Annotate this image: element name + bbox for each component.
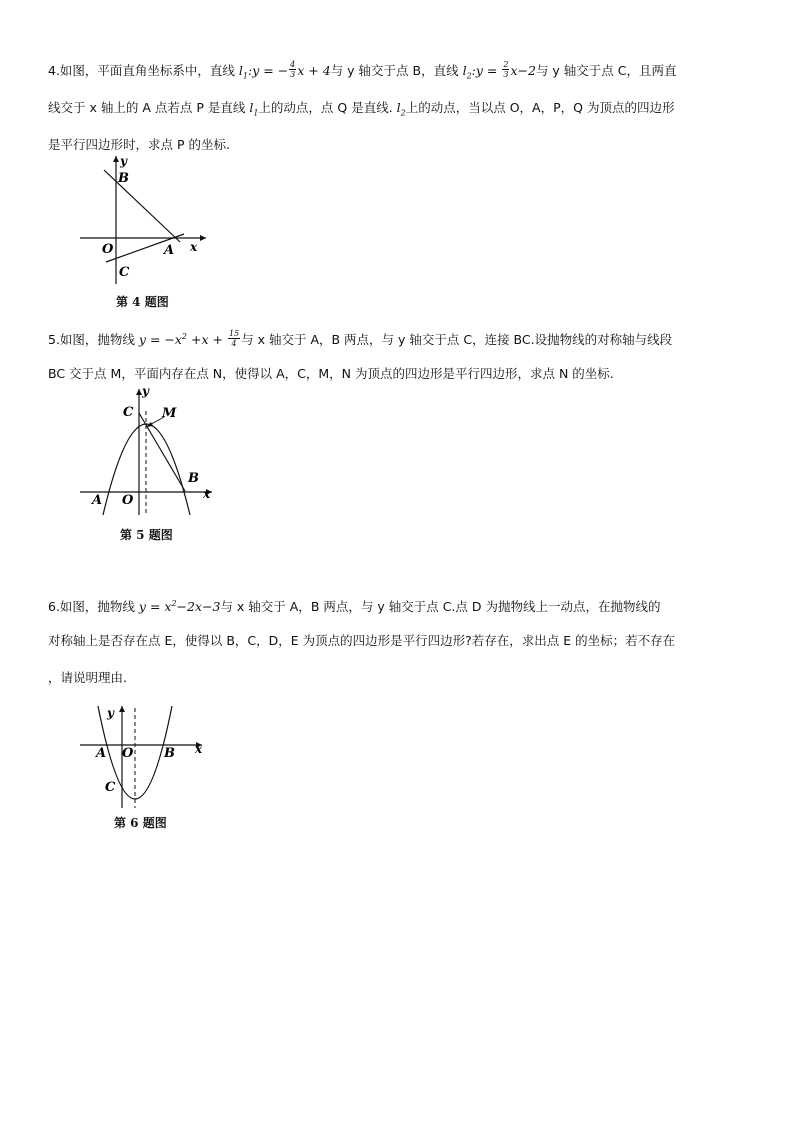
label-B: B — [188, 471, 199, 486]
x-axis-arrow — [200, 235, 206, 241]
label-O: O — [102, 242, 114, 257]
label-y: y — [142, 384, 149, 398]
problem-6-line-3: ，请说明理由. — [48, 670, 127, 685]
label-x: x — [190, 240, 198, 254]
line-l1-equation: $l_1:y$ = − $\frac{4}{3}$ x + 4 — [238, 60, 331, 81]
problem-6-line-2: 对称轴上是否存在点 E，使得以 B，C，D，E 为顶点的四边形是平行四边形?若存在，求出点 E 的坐标；若不存在 — [48, 633, 676, 648]
label-y: y — [120, 154, 127, 168]
fraction-4-3: $\frac{4}{3}$ — [290, 60, 296, 79]
label-C: C — [123, 405, 134, 420]
label-B: B — [118, 171, 129, 186]
label-x: x — [203, 487, 211, 501]
label-C: C — [119, 265, 130, 280]
label-O: O — [122, 746, 134, 761]
fraction-15-4: $\frac{15}{4}$ — [228, 329, 240, 349]
label-M: M — [162, 406, 177, 421]
problem-4-line-1: 4.如图，平面直角坐标系中，直线 $l_1:y$ = − $\frac{4}{3}$ x + 4与 y 轴交于点 B，直线 $l_2:y$ = $\frac{2}{3}$ x−2与 y 轴交于点 C，且两直 — [48, 60, 677, 81]
label-y: y — [107, 706, 114, 720]
caption-figure-5: 第 5 题图 — [120, 528, 173, 542]
caption-figure-4: 第 4 题图 — [116, 295, 169, 309]
problem-6-text — [48, 585, 748, 696]
fraction-2-3: $\frac{2}{3}$ — [503, 60, 509, 79]
problem-4-line-3: 是平行四边形时，求点 P 的坐标. — [48, 137, 230, 152]
line-l2-equation: $l_2:y$ = $\frac{2}{3}$ x−2 — [462, 60, 536, 81]
label-C: C — [105, 780, 116, 795]
y-axis-arrow — [119, 706, 125, 712]
label-A: A — [92, 493, 103, 508]
caption-figure-6: 第 6 题图 — [114, 816, 167, 830]
problem-5-line-1: 5.如图，抛物线 $y = -x^2 +x$ + $\frac{15}{4}$ 与 x 轴交于 A，B 两点，与 y 轴交于点 C，连接 BC.设抛物线的对称轴与线段 — [48, 329, 673, 349]
label-x: x — [195, 742, 203, 756]
segment-BC — [139, 413, 185, 491]
problem-6-line-1: 6.如图，抛物线 $y = x^2-2x-3$与 x 轴交于 A，B 两点，与 y 轴交于点 C.点 D 为抛物线上一动点，在抛物线的 — [48, 599, 661, 615]
label-O: O — [122, 493, 134, 508]
figure-5 — [78, 383, 228, 518]
problem-4-text — [48, 52, 748, 163]
label-A: A — [164, 243, 175, 258]
problem-5-text — [48, 318, 748, 392]
label-B: B — [164, 746, 175, 761]
y-axis-arrow — [113, 156, 119, 162]
figure-6 — [78, 702, 218, 812]
problem-5-line-2: BC 交于点 M，平面内存在点 N，使得以 A，C，M，N 为顶点的四边形是平行四边形，求点 N 的坐标. — [48, 366, 614, 381]
parabola-6-equation: $y = x^2-2x-3$ — [138, 599, 221, 615]
figure-4 — [78, 152, 228, 287]
parabola-5-equation: $y = -x^2 +x$ + $\frac{15}{4}$ — [138, 329, 240, 349]
label-A: A — [96, 746, 107, 761]
problem-4-line-2: 线交于 x 轴上的 A 点若点 P 是直线 $l_1$上的动点，点 Q 是直线. $l_2$上的动点，当以点 O，A，P，Q 为顶点的四边形 — [48, 100, 675, 118]
